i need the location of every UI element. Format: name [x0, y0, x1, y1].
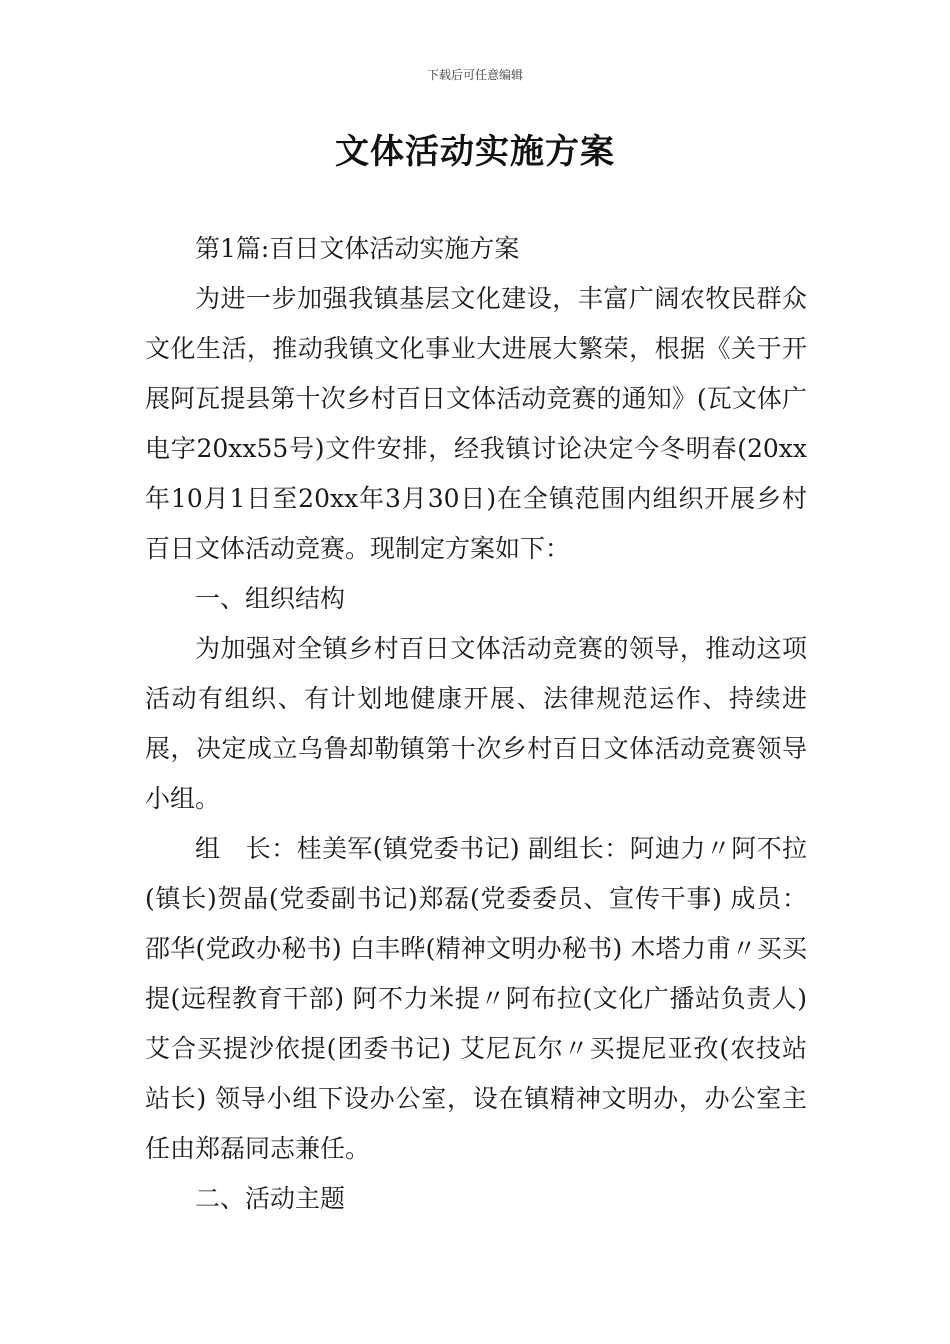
paragraph-section-heading-2: 二、活动主题 [195, 1184, 346, 1213]
paragraph-intro: 为进一步加强我镇基层文化建设，丰富广阔农牧民群众文化生活，推动我镇文化事业大进展大繁荣，根据《关于开展阿瓦提县第十次乡村百日文体活动竞赛的通知》(瓦文体广电字20xx55号)文件安排，经我镇讨论决定今冬明春(20xx年10月1日至20xx年3月30日)在全镇范围内组织开展乡村百日文体活动竞赛。现制定方案如下： [145, 284, 807, 563]
paragraph-chapter-heading: 第1篇:百日文体活动实施方案 [195, 234, 520, 263]
paragraph-organization: 为加强对全镇乡村百日文体活动竞赛的领导，推动这项活动有组织、有计划地健康开展、法律规范运作、持续进展，决定成立乌鲁却勒镇第十次乡村百日文体活动竞赛领导小组。 [145, 634, 807, 813]
header-note: 下载后可任意编辑 [426, 68, 523, 82]
paragraph-members: 组 长：桂美军(镇党委书记) 副组长：阿迪力〃阿不拉(镇长)贺晶(党委副书记)郑磊(党委委员、宣传干事) 成员： 邵华(党政办秘书) 白丰晔(精神文明办秘书) 木塔力甫〃买买提(远程教育干部) 阿不力米提〃阿布拉(文化广播站负责人) 艾合买提沙依提(团委书记) 艾尼瓦尔〃买提尼亚孜(农技站站长) 领导小组下设办公室，设在镇精神文明办，办公室主任由郑磊同志兼任。 [145, 834, 807, 1163]
paragraph-section-heading-1: 一、组织结构 [195, 584, 346, 613]
document-title: 文体活动实施方案 [335, 132, 615, 172]
document-body [145, 224, 807, 1224]
